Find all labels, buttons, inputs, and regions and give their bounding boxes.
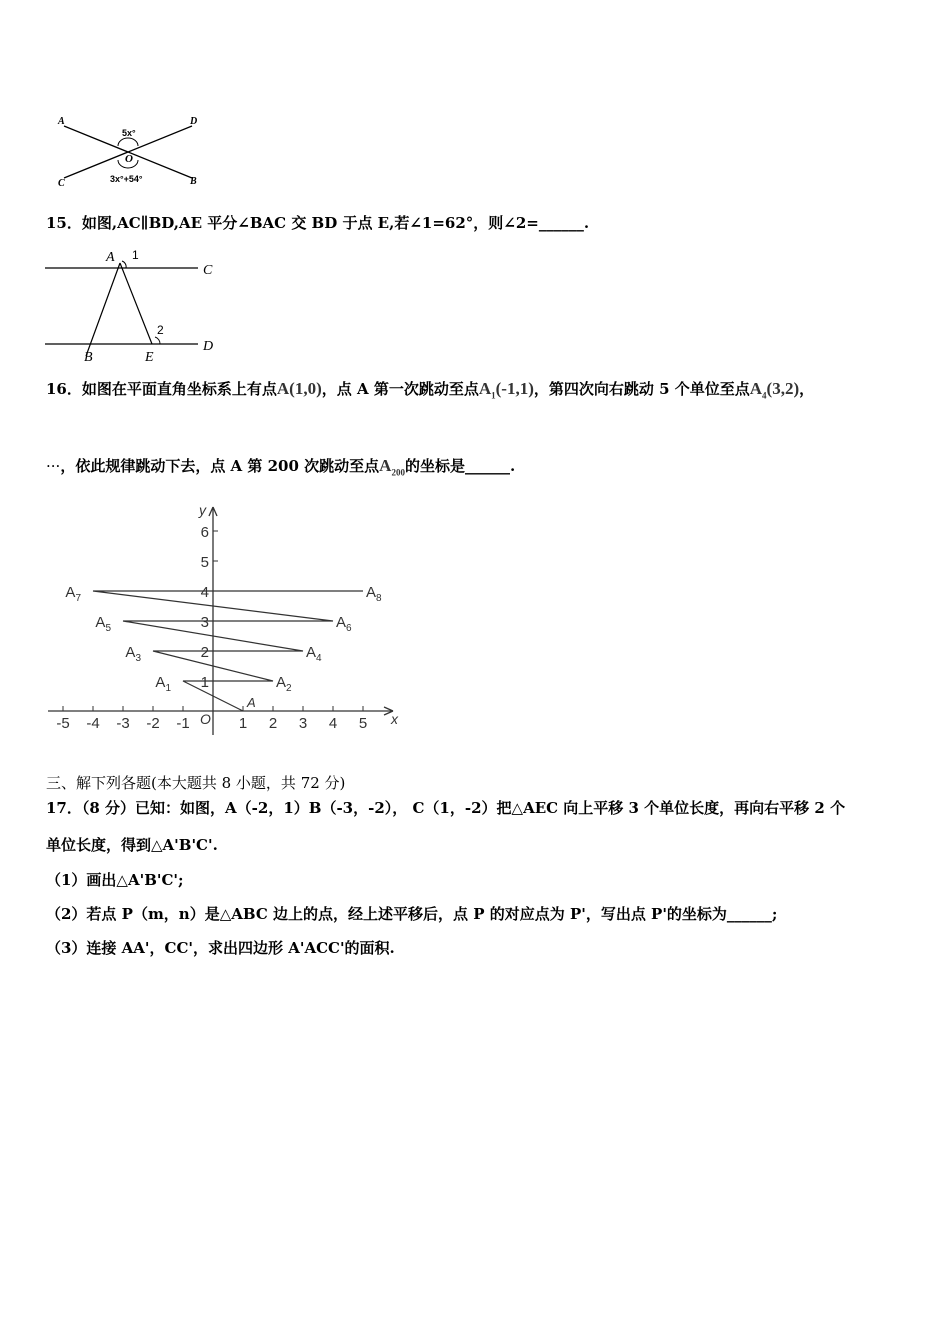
point-label-sub: 6 [346, 623, 352, 634]
label-1: 1 [132, 248, 139, 262]
q16-line2-text1: ，依此规律跳动下去，点 A 第 200 次跳动至点 [60, 457, 380, 475]
y-tick-label: 2 [200, 644, 209, 661]
x-tick-label: 1 [238, 715, 248, 732]
point-label-base: A [125, 644, 136, 661]
point-label-a8 [366, 584, 382, 604]
section3-heading: 三、解下列各题(本大题共 8 小题，共 72 分) [46, 774, 346, 792]
point-label-base: A [65, 584, 76, 601]
y-tick-label: 3 [200, 614, 209, 631]
x-tick-label: -2 [146, 715, 160, 732]
point-label-sub: 8 [376, 593, 382, 604]
point-label-base: A [155, 674, 166, 691]
x-tick-label: 4 [328, 715, 338, 732]
q17-part2: （2）若点 P（m，n）是△ABC 边上的点，经上述平移后，点 P 的对应点为 P'，写出点 P'的坐标为______; [46, 905, 778, 923]
point-label-a3 [125, 644, 141, 664]
q16-math-a4-base: A [749, 379, 763, 398]
label-d: D [203, 339, 214, 354]
q16-math-a1-sub: 1 [491, 390, 496, 401]
x-tick-label: -3 [116, 715, 130, 732]
fig-label-a: A [58, 116, 65, 127]
q16-math-a4-coord: (3,2) [766, 379, 800, 398]
x-tick-label: -1 [176, 715, 190, 732]
x-tick-label: 3 [298, 715, 308, 732]
q16-math-a1-coord: (-1,1) [495, 379, 534, 398]
label-c: C [203, 263, 213, 278]
fig-label-o: O [125, 153, 133, 165]
q16-line2-text2: 的坐标是______. [404, 457, 516, 475]
point-label-sub: 7 [75, 593, 81, 604]
label-a: A [106, 250, 115, 265]
q16-dots: ··· [46, 457, 61, 475]
point-label-sub: 1 [165, 683, 171, 694]
q16-part4: ， [799, 380, 815, 398]
q16-part3: ，第四次向右跳动 5 个单位至点 [533, 380, 750, 398]
point-label-sub: 5 [105, 623, 111, 634]
q17-part3: （3）连接 AA'，CC'，求出四边形 A'ACC'的面积. [46, 939, 395, 957]
point-label-a5 [95, 614, 111, 634]
y-tick-label: 6 [200, 524, 209, 541]
label-e: E [145, 350, 154, 365]
point-label-a1 [155, 674, 171, 694]
q16-math-a200-sub: 200 [391, 467, 405, 478]
point-label-a2 [276, 674, 292, 694]
point-label-a6 [336, 614, 352, 634]
point-label-a: A [247, 695, 256, 710]
q16-part2: ，点 A 第一次跳动至点 [321, 380, 479, 398]
q16-math-a200-base: A [379, 456, 392, 475]
fig-label-b: B [190, 176, 197, 187]
fig-label-c: C [58, 178, 65, 189]
fig-label-d: D [190, 116, 198, 127]
point-label-base: A [306, 644, 317, 661]
q15-text: 15．如图,AC∥BD,AE 平分∠BAC 交 BD 于点 E,若∠1=62°，则∠2=______. [46, 214, 590, 232]
origin-label: O [200, 711, 211, 727]
y-tick-label: 5 [200, 554, 209, 571]
label-b: B [84, 350, 93, 365]
point-label-a4 [306, 644, 322, 664]
x-tick-label: 5 [358, 715, 368, 732]
point-label-base: A [336, 614, 347, 631]
q16-part1: 16．如图在平面直角坐标系上有点 [46, 380, 277, 398]
y-tick-label: 4 [200, 584, 209, 601]
point-label-sub: 3 [135, 653, 141, 664]
x-axis-label: x [391, 711, 398, 727]
fig-bottom-expr: 3x°+54° [110, 174, 143, 184]
point-label-base: A [366, 584, 377, 601]
y-axis-label: y [199, 502, 206, 518]
point-label-base: A [95, 614, 106, 631]
q16-math-a: A(1,0) [276, 379, 322, 398]
x-tick-label: -5 [56, 715, 70, 732]
y-tick-label: 1 [200, 674, 209, 691]
q17-part1: （1）画出△A'B'C'; [46, 871, 184, 889]
q16-math-a1-base: A [478, 379, 492, 398]
x-tick-label: 2 [268, 715, 278, 732]
q17-line1: 17．（8 分）已知：如图，A（-2，1）B（-3，-2）， C（1，-2）把△AEC 向上平移 3 个单位长度，再向右平移 2 个 [46, 799, 846, 817]
point-label-sub: 2 [286, 683, 292, 694]
point-label-sub: 4 [316, 653, 322, 664]
point-label-a7 [65, 584, 81, 604]
q16-math-a4-sub: 4 [762, 390, 767, 401]
point-label-base: A [276, 674, 287, 691]
label-2: 2 [157, 323, 164, 337]
fig-top-expr: 5x° [122, 128, 136, 138]
q17-line2: 单位长度，得到△A'B'C'. [46, 836, 218, 854]
x-tick-label: -4 [86, 715, 100, 732]
